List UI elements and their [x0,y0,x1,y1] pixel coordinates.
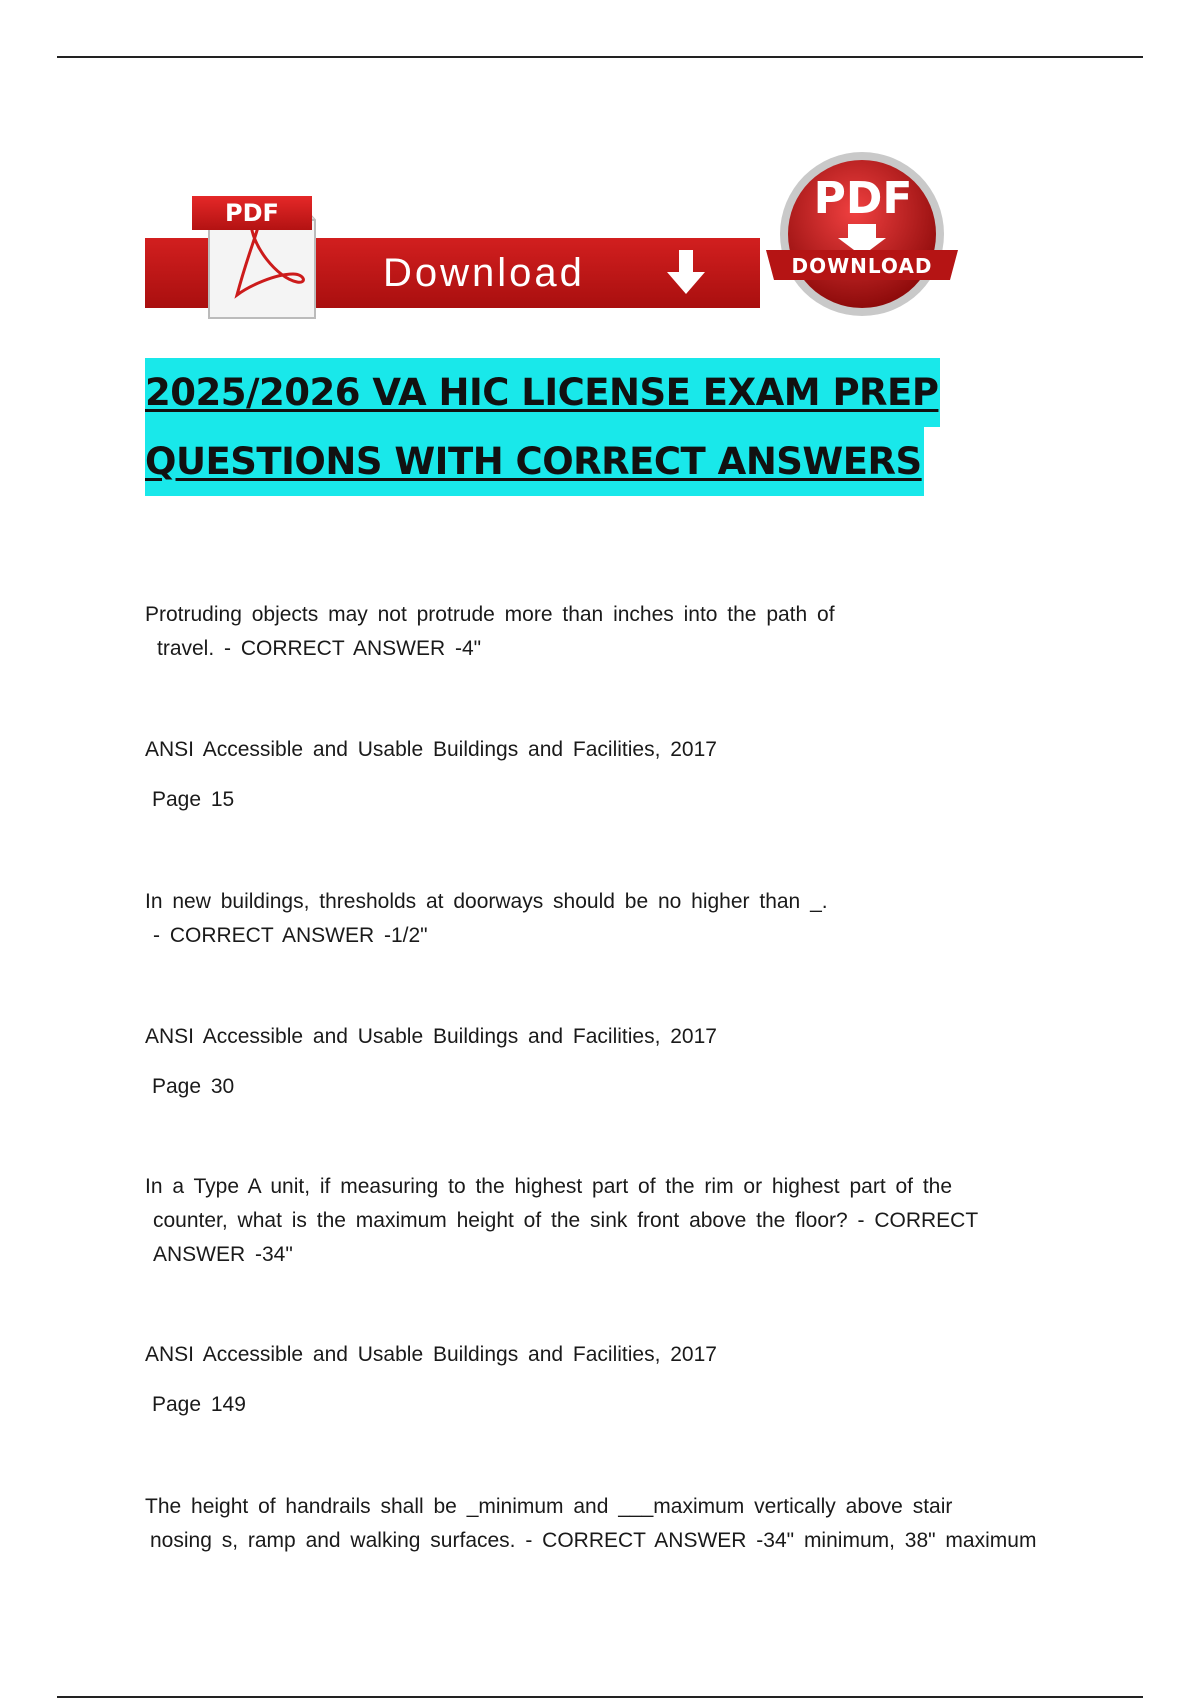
question-text: In new buildings, thresholds at doorways should be no higher than _. [145,890,828,913]
page-reference: Page 30 [152,1075,235,1098]
download-banner[interactable] [145,190,760,318]
question-3 [145,1170,1075,1272]
badge-download-label: DOWNLOAD [791,254,933,278]
question-2 [145,885,1075,953]
question-answer: travel. - CORRECT ANSWER -4" [157,637,482,660]
page-reference: Page 15 [152,788,235,811]
badge-pdf-label: PDF [813,173,913,224]
bottom-rule [57,1696,1143,1698]
question-text: The height of handrails shall be _minimum and ___maximum vertically above stair [145,1495,953,1518]
title-line-2: QUESTIONS WITH CORRECT ANSWERS [145,427,924,496]
question-4 [145,1490,1075,1558]
top-rule [57,56,1143,58]
page-title [145,358,1045,496]
pdf-document-icon [187,190,317,320]
page-reference: Page 149 [152,1393,246,1416]
pdf-download-badge[interactable] [766,150,958,318]
question-text: Protruding objects may not protrude more than inches into the path of [145,603,835,626]
question-answer: ANSWER -34" [153,1243,293,1266]
download-label: Download [383,251,585,295]
question-text-continued: counter, what is the maximum height of the sink front above the floor? - CORRECT [153,1209,979,1232]
download-arrow-icon [665,250,707,296]
reference: ANSI Accessible and Usable Buildings and Facilities, 2017 [145,1343,717,1366]
reference: ANSI Accessible and Usable Buildings and Facilities, 2017 [145,738,717,761]
question-answer: - CORRECT ANSWER -1/2" [153,924,428,947]
question-answer: nosing s, ramp and walking surfaces. - CORRECT ANSWER -34" minimum, 38" maximum [150,1529,1037,1552]
pdf-tag: PDF [192,196,312,230]
question-1 [145,598,1075,666]
title-line-1: 2025/2026 VA HIC LICENSE EXAM PREP [145,358,940,427]
reference: ANSI Accessible and Usable Buildings and Facilities, 2017 [145,1025,717,1048]
question-text: In a Type A unit, if measuring to the highest part of the rim or highest part of the [145,1175,953,1198]
